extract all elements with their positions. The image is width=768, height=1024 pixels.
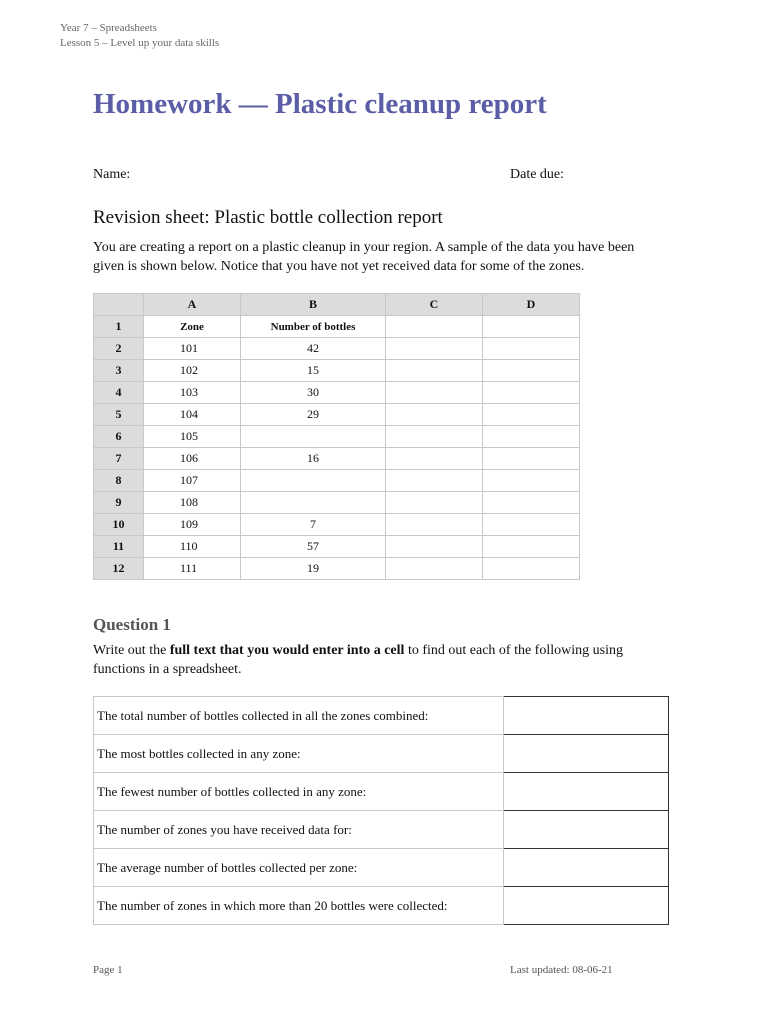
column-letter-row	[94, 294, 580, 316]
spreadsheet-table	[93, 293, 580, 580]
answer-cell[interactable]	[504, 887, 669, 925]
row-number: 12	[94, 558, 144, 580]
question-prompt: The number of zones in which more than 20 bottles were collected:	[94, 887, 504, 925]
empty-cell	[483, 404, 580, 426]
column-letter: C	[386, 294, 483, 316]
table-row	[94, 382, 580, 404]
question-text-end: to find out each of the following using functions in a spreadsheet.	[93, 643, 623, 677]
answer-cell[interactable]	[504, 697, 669, 735]
table-row	[94, 448, 580, 470]
row-number: 5	[94, 404, 144, 426]
answer-row	[94, 887, 669, 925]
table-row	[94, 536, 580, 558]
question-text-start: Write out the	[93, 643, 170, 658]
empty-cell	[386, 448, 483, 470]
zone-cell: 102	[144, 360, 241, 382]
empty-cell	[386, 360, 483, 382]
table-row	[94, 404, 580, 426]
bottles-cell	[241, 492, 386, 514]
empty-cell	[386, 338, 483, 360]
row-number: 6	[94, 426, 144, 448]
question-prompt: The most bottles collected in any zone:	[94, 735, 504, 773]
zone-cell: 109	[144, 514, 241, 536]
answer-row	[94, 735, 669, 773]
row-number: 11	[94, 536, 144, 558]
answer-cell[interactable]	[504, 811, 669, 849]
bottles-cell: 19	[241, 558, 386, 580]
lesson-label: Lesson 5 – Level up your data skills	[60, 37, 220, 49]
empty-cell	[386, 316, 483, 338]
zone-cell: 110	[144, 536, 241, 558]
bottles-cell: 7	[241, 514, 386, 536]
empty-cell	[483, 492, 580, 514]
empty-cell	[386, 426, 483, 448]
table-row	[94, 514, 580, 536]
answer-row	[94, 811, 669, 849]
last-updated: Last updated: 08-06-21	[510, 964, 613, 976]
empty-cell	[483, 470, 580, 492]
table-row	[94, 426, 580, 448]
answer-row	[94, 697, 669, 735]
question-prompt: The total number of bottles collected in all the zones combined:	[94, 697, 504, 735]
empty-cell	[483, 316, 580, 338]
question-prompt: The average number of bottles collected per zone:	[94, 849, 504, 887]
bottles-cell: 30	[241, 382, 386, 404]
bottles-cell: 42	[241, 338, 386, 360]
bottles-cell	[241, 470, 386, 492]
empty-cell	[483, 558, 580, 580]
empty-cell	[386, 492, 483, 514]
empty-cell	[386, 470, 483, 492]
row-number: 10	[94, 514, 144, 536]
zone-cell: 106	[144, 448, 241, 470]
empty-cell	[483, 514, 580, 536]
row-number: 9	[94, 492, 144, 514]
zone-cell: 111	[144, 558, 241, 580]
empty-cell	[386, 382, 483, 404]
section-subtitle: Revision sheet: Plastic bottle collection report	[93, 207, 443, 228]
table-row	[94, 492, 580, 514]
table-row	[94, 316, 580, 338]
empty-cell	[483, 338, 580, 360]
empty-cell	[483, 382, 580, 404]
column-letter: A	[144, 294, 241, 316]
row-number: 2	[94, 338, 144, 360]
empty-cell	[386, 536, 483, 558]
zone-cell: 104	[144, 404, 241, 426]
row-number: 3	[94, 360, 144, 382]
table-row	[94, 360, 580, 382]
name-field-label: Name:	[93, 167, 131, 182]
row-number: 8	[94, 470, 144, 492]
bottles-cell	[241, 426, 386, 448]
answer-cell[interactable]	[504, 735, 669, 773]
empty-cell	[386, 404, 483, 426]
zone-cell: 107	[144, 470, 241, 492]
question-text-emphasis: full text that you would enter into a cell	[169, 643, 405, 658]
zone-cell: 108	[144, 492, 241, 514]
question-prompt: The fewest number of bottles collected in any zone:	[94, 773, 504, 811]
answer-row	[94, 849, 669, 887]
table-row	[94, 470, 580, 492]
column-letter: B	[241, 294, 386, 316]
empty-cell	[386, 558, 483, 580]
table-row	[94, 558, 580, 580]
bottles-cell: 16	[241, 448, 386, 470]
zone-cell: 103	[144, 382, 241, 404]
page-title: Homework — Plastic cleanup report	[93, 88, 547, 120]
bottles-header-cell: Number of bottles	[241, 316, 386, 338]
answer-row	[94, 773, 669, 811]
answer-table	[93, 696, 669, 925]
question-text	[93, 641, 653, 679]
course-label: Year 7 – Spreadsheets	[60, 22, 157, 34]
zone-header-cell: Zone	[144, 316, 241, 338]
row-number: 1	[94, 316, 144, 338]
bottles-cell: 57	[241, 536, 386, 558]
question-heading: Question 1	[93, 615, 171, 634]
bottles-cell: 15	[241, 360, 386, 382]
empty-cell	[483, 536, 580, 558]
row-number: 7	[94, 448, 144, 470]
answer-cell[interactable]	[504, 849, 669, 887]
zone-cell: 105	[144, 426, 241, 448]
empty-cell	[483, 448, 580, 470]
date-due-label: Date due:	[510, 167, 565, 182]
page-number: Page 1	[93, 964, 123, 976]
empty-cell	[483, 426, 580, 448]
intro-paragraph: You are creating a report on a plastic cleanup in your region. A sample of the data you have been given is shown below. Notice that you have not yet received data for some of the zones.	[93, 240, 635, 274]
table-row	[94, 338, 580, 360]
answer-cell[interactable]	[504, 773, 669, 811]
corner-cell	[94, 294, 144, 316]
column-letter: D	[483, 294, 580, 316]
zone-cell: 101	[144, 338, 241, 360]
bottles-cell: 29	[241, 404, 386, 426]
question-prompt: The number of zones you have received data for:	[94, 811, 504, 849]
row-number: 4	[94, 382, 144, 404]
empty-cell	[483, 360, 580, 382]
empty-cell	[386, 514, 483, 536]
